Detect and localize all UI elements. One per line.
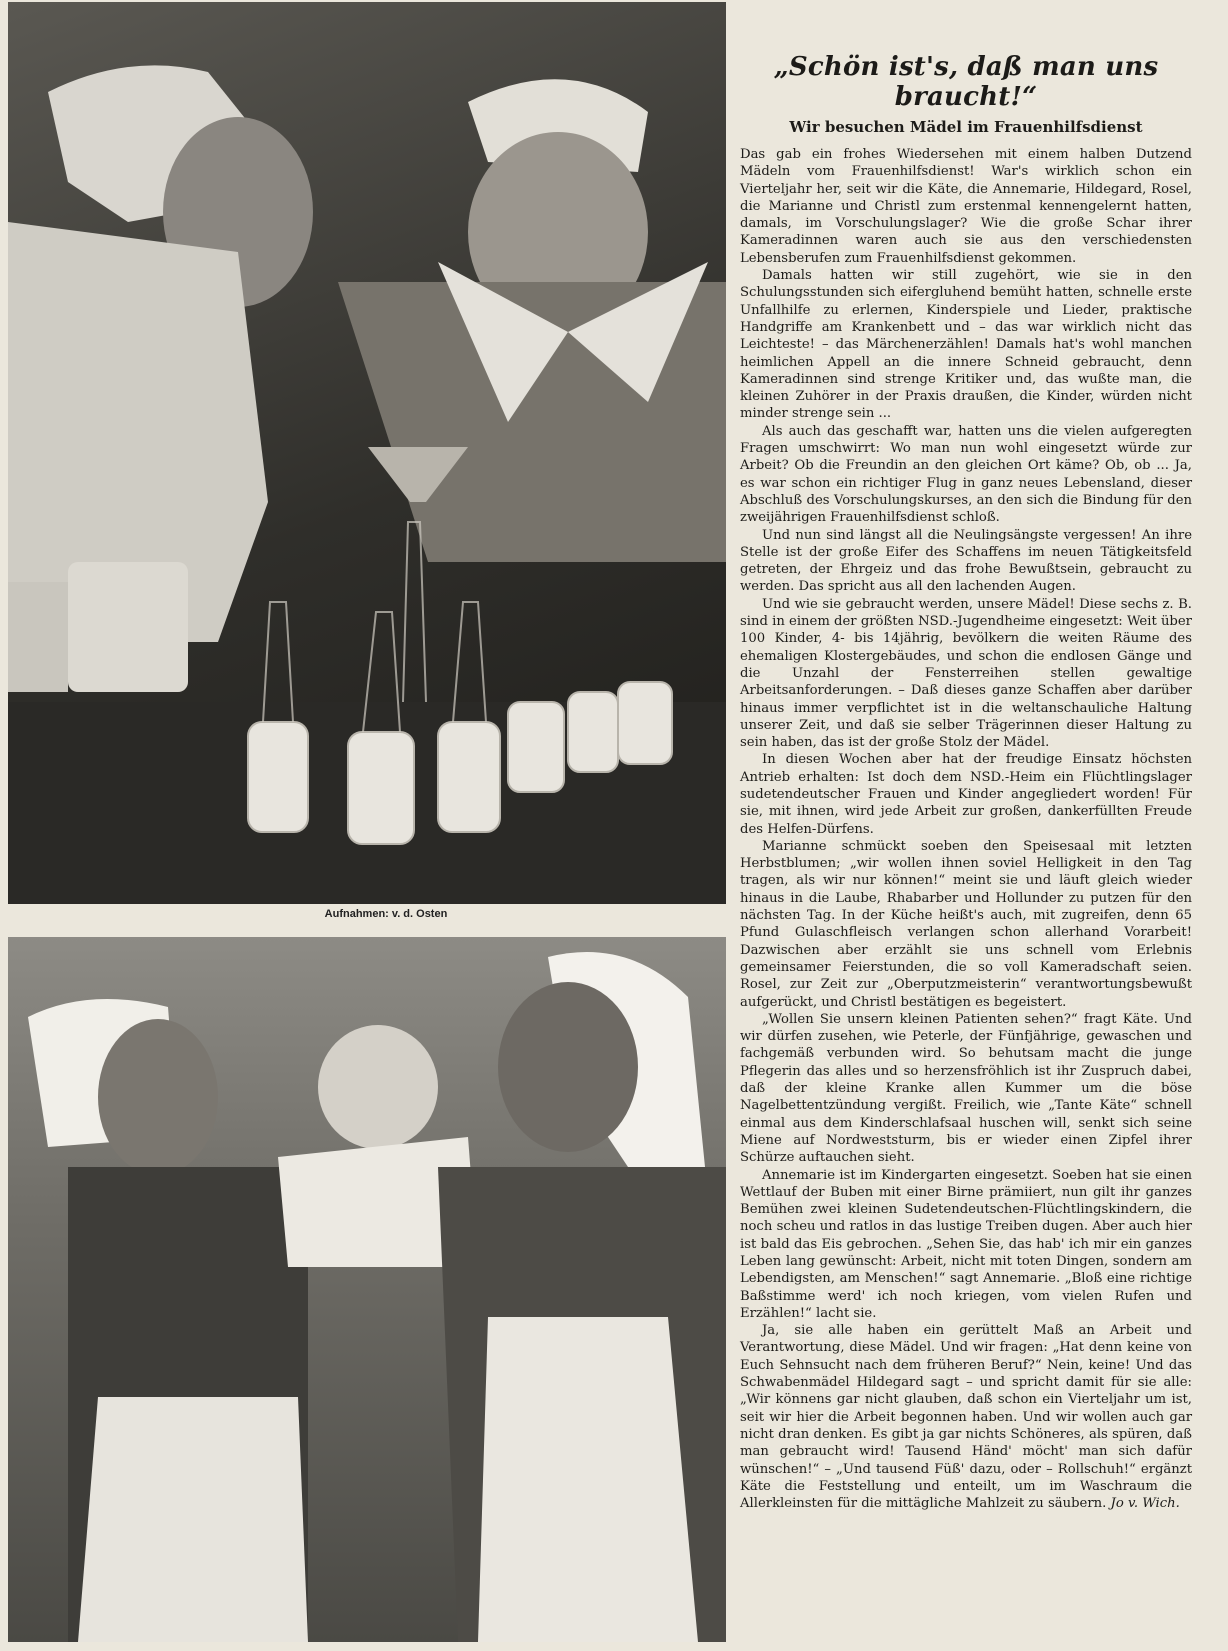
photo-nurses-with-baby: [8, 937, 726, 1642]
article-paragraph: In diesen Wochen aber hat der freudige Einsatz höchsten Antrieb erhalten: Ist doch dem NSD.-Heim ein Flüchtlingslager sudetendeutscher Frauen und Kinder angegliedert worden! Für sie, mit ihnen, wird jede Arbeit zur großen, dankerfüllten Freude des Helfen-Dürfens.: [740, 752, 1192, 837]
article-paragraph: Marianne schmückt soeben den Speisesaal mit letzten Herbstblumen; „wir wollen ihnen soviel Helligkeit in den Tag tragen, als wir nur können!“ meint sie und läuft gleich wieder hinaus in die Laube, Rhabarber und Hollunder zu putzen für den nächsten Tag. In der Küche heißt's auch, mit zugreifen, denn 65 Pfund Gulaschfleisch verlangen schon allerhand Vorarbeit! Dazwischen aber erzählt sie uns schnell vom Erlebnis gemeinsamer Feierstunden, die so voll Kameradschaft seien. Rosel, zur Zeit zur „Oberputzmeisterin“ verantwortungsbewußt aufgerückt, und Christl bestätigen es begeistert.: [740, 838, 1192, 1010]
article-subtitle: Wir besuchen Mädel im Frauenhilfsdienst: [789, 118, 1143, 136]
article-paragraph: „Wollen Sie unsern kleinen Patienten sehen?“ fragt Käte. Und wir dürfen zusehen, wie Peterle, der Fünfjährige, gewaschen und fachgemäß verbunden wird. So behutsam macht die junge Pflegerin das alles und so herzensfröhlich ist ihr Zuspruch dabei, daß der kleine Kranke allen Kummer um die böse Nagelbettentzündung vergißt. Freilich, wie „Tante Käte“ schnell einmal aus dem Kinderschlafsaal huschen will, senkt sich seine Miene auf Nordweststurm, bis er wieder einen Zipfel ihrer Schürze auftauchen sieht.: [740, 1011, 1192, 1166]
article-paragraph: Annemarie ist im Kindergarten eingesetzt. Soeben hat sie einen Wettlauf der Buben mit einer Birne prämiiert, nun gilt ihr ganzes Bemühen zwei kleinen Sudetendeutschen-Flüchtlingskindern, die noch scheu und ratlos in das lustige Treiben dugen. Aber auch hier ist bald das Eis gebrochen. „Sehen Sie, das hab' ich mir ein ganzes Leben lang gewünscht: Arbeit, nicht mit toten Dingen, sondern am Lebendigsten, am Menschen!“ sagt Annemarie. „Bloß eine richtige Baßstimme werd' ich noch kriegen, vom vielen Rufen und Erzählen!“ lacht sie.: [740, 1167, 1192, 1321]
article: [740, 52, 1192, 1512]
article-paragraph-text: Ja, sie alle haben ein gerüttelt Maß an Arbeit und Verantwortung, diese Mädel. Und wir fragen: „Hat denn keine von Euch Sehnsucht nach dem früheren Beruf?“ Nein, keine! Und das Schwabenmädel Hildegard sagt – und spricht damit für sie alle: „Wir könnens gar nicht glauben, daß schon ein Vierteljahr um ist, seit wir hier die Arbeit begonnen haben. Und wir wollen auch gar nicht dran denken. Es gibt ja gar nichts Schöneres, als spüren, daß man gebraucht wird! Tausend Händ' möcht' man sich dafür wünschen!“ – „Und tausend Füß' dazu, oder – Rollschuh!“ ergänzt Käte die Feststellung und enteilt, um im Waschraum die Allerkleinsten für die mittägliche Mahlzeit zu säubern.: [740, 1323, 1192, 1512]
photo-credit: Aufnahmen: v. d. Osten: [324, 908, 448, 920]
article-paragraph: Das gab ein frohes Wiedersehen mit einem halben Dutzend Mädeln vom Frauenhilfsdienst! War's wirklich schon ein Vierteljahr her, seit wir die Käte, die Annemarie, Hildegard, Rosel, die Marianne und Christl zum erstenmal kennengelernt hatten, damals, im Vorschulungslager? Wie die große Schar ihrer Kameradinnen waren auch sie aus den verschiedensten Lebensberufen zum Frauenhilfsdienst gekommen.: [740, 147, 1192, 266]
article-paragraph: [740, 1322, 1192, 1512]
author-signature: Jo v. Wich.: [1110, 1496, 1180, 1512]
article-paragraph: Und wie sie gebraucht werden, unsere Mädel! Diese sechs z. B. sind in einem der größten NSD.-Jugendheime eingesetzt: Weit über 100 Kinder, 4- bis 14jährig, bevölkern die weiten Räume des ehemaligen Klostergebäudes, und schon die endlosen Gänge und die Unzahl der Fensterreihen stellen gewaltige Arbeitsanforderungen. – Daß dieses ganze Schaffen aber darüber hinaus immer verpflichtet ist in die weltanschauliche Haltung unserer Zeit, und daß sie selber Trägerinnen dieser Haltung zu sein haben, das ist der große Stolz der Mädel.: [740, 596, 1192, 751]
photo-illustration: [8, 937, 726, 1642]
article-paragraph: Als auch das geschafft war, hatten uns die vielen aufgeregten Fragen umschwirrt: Wo man nun wohl eingesetzt würde zur Arbeit? Ob die Freundin an den gleichen Ort käme? Ob, ob ... Ja, es war schon ein richtiger Flug in ganz neues Lebensland, dieser Abschluß des Vorschulungskurses, an den sich die Bindung für den zweijährigen Frauenhilfsdienst schloß.: [740, 423, 1192, 526]
article-paragraph: Damals hatten wir still zugehört, wie sie in den Schulungsstunden sich eifergluhend bemüht hatten, schnelle erste Unfallhilfe zu erlernen, Kinderspiele und Lieder, praktische Handgriffe am Krankenbett und – das war wirklich nicht das Leichteste! – das Märchenerzählen! Damals hat's wohl manchen heimlichen Appell an die innere Schneid gebraucht, denn Kameradinnen sind strenge Kritiker und, das wußte man, die kleinen Zuhörer in der Praxis draußen, die Kinder, würden nicht minder strenge sein ...: [740, 268, 1192, 422]
photo-nurses-pouring-milk: [8, 2, 726, 904]
article-body: [740, 146, 1192, 1512]
article-paragraph: Und nun sind längst all die Neulingsängste vergessen! An ihre Stelle ist der große Eifer des Schaffens im neuen Tätigkeitsfeld getreten, der Ehrgeiz und das frohe Bewußtsein, gebraucht zu werden. Das spricht aus all den lachenden Augen.: [740, 527, 1192, 595]
photo-illustration: [8, 2, 726, 904]
article-title: „Schön ist's, daß man uns braucht!“: [773, 52, 1159, 112]
